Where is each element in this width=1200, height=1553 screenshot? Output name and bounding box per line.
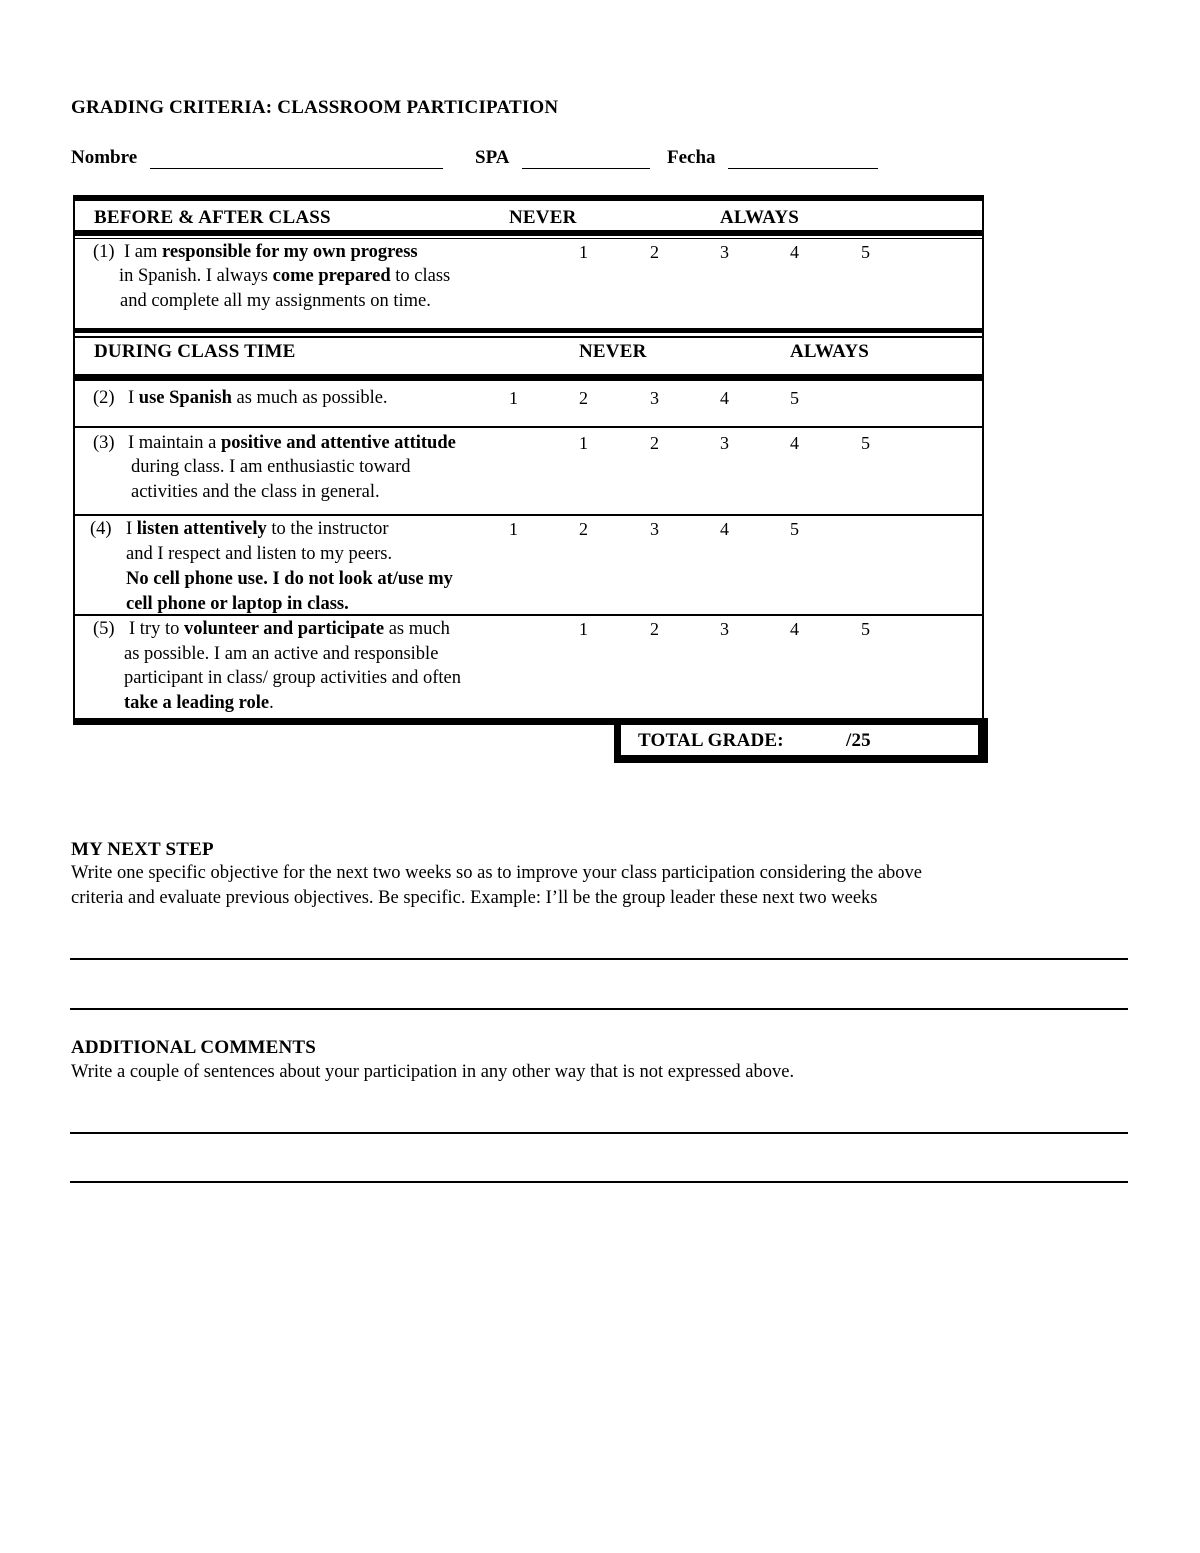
criterion-4-line-1: I listen attentively to the instructor (126, 519, 389, 539)
criterion-5-score-4[interactable]: 4 (790, 619, 799, 639)
criterion-5-score-1[interactable]: 1 (579, 619, 588, 639)
spa-label: SPA (475, 147, 510, 168)
criterion-2-line-1: I use Spanish as much as possible. (128, 388, 388, 408)
criterion-2-number: (2) (93, 388, 115, 408)
spa-field[interactable] (522, 150, 650, 169)
criterion-2-score-1[interactable]: 1 (509, 388, 518, 408)
next-step-text-line-2: criteria and evaluate previous objectives. Be specific. Example: I’ll be the group leader these next two weeks (71, 888, 878, 908)
criterion-3-score-1[interactable]: 1 (579, 433, 588, 453)
criterion-3-score-3[interactable]: 3 (720, 433, 729, 453)
criterion-1-score-4[interactable]: 4 (790, 242, 799, 262)
answer-line[interactable] (70, 958, 1128, 960)
criterion-4-number: (4) (90, 519, 112, 539)
criterion-3-number: (3) (93, 433, 115, 453)
answer-line[interactable] (70, 1008, 1128, 1010)
answer-line[interactable] (70, 1181, 1128, 1183)
criterion-2-score-2[interactable]: 2 (579, 388, 588, 408)
criterion-1-line-1: I am responsible for my own progress (124, 242, 418, 262)
fecha-field[interactable] (728, 150, 878, 169)
criterion-5-number: (5) (93, 619, 115, 639)
criterion-4-score-3[interactable]: 3 (650, 519, 659, 539)
page-title: GRADING CRITERIA: CLASSROOM PARTICIPATION (71, 97, 559, 118)
criterion-4-score-1[interactable]: 1 (509, 519, 518, 539)
fecha-label: Fecha (667, 147, 716, 168)
criterion-2-score-3[interactable]: 3 (650, 388, 659, 408)
criterion-1-line-2: in Spanish. I always come prepared to class (119, 266, 451, 286)
section-header-before-after: BEFORE & AFTER CLASS (94, 207, 331, 228)
criterion-1-score-2[interactable]: 2 (650, 242, 659, 262)
criterion-1-score-3[interactable]: 3 (720, 242, 729, 262)
total-grade-label: TOTAL GRADE: (638, 730, 784, 751)
criterion-5-score-5[interactable]: 5 (861, 619, 870, 639)
criterion-3-line-2: during class. I am enthusiastic toward (131, 457, 411, 477)
comments-text: Write a couple of sentences about your participation in any other way that is not expressed above. (71, 1062, 795, 1082)
criterion-5-line-2: as possible. I am an active and responsible (124, 644, 439, 664)
criterion-3-line-3: activities and the class in general. (131, 482, 380, 502)
nombre-label: Nombre (71, 147, 138, 168)
criterion-4-line-2: and I respect and listen to my peers. (126, 544, 393, 564)
always-label: ALWAYS (720, 207, 800, 228)
criterion-4-score-4[interactable]: 4 (720, 519, 729, 539)
criterion-3-score-5[interactable]: 5 (861, 433, 870, 453)
criterion-5-score-3[interactable]: 3 (720, 619, 729, 639)
criterion-5-line-3: participant in class/ group activities and often (124, 668, 462, 688)
criterion-3-score-2[interactable]: 2 (650, 433, 659, 453)
next-step-title: MY NEXT STEP (71, 839, 214, 860)
comments-title: ADDITIONAL COMMENTS (71, 1037, 317, 1058)
criterion-1-number: (1) (93, 242, 115, 262)
criterion-1-line-3: and complete all my assignments on time. (120, 291, 431, 311)
always-label: ALWAYS (790, 341, 870, 362)
criterion-3-score-4[interactable]: 4 (790, 433, 799, 453)
criterion-1-score-1[interactable]: 1 (579, 242, 588, 262)
criterion-4-score-5[interactable]: 5 (790, 519, 799, 539)
section-header-during-class: DURING CLASS TIME (94, 341, 296, 362)
total-grade-value: /25 (846, 730, 871, 751)
criterion-3-line-1: I maintain a positive and attentive attitude (128, 433, 456, 453)
next-step-text-line-1: Write one specific objective for the next two weeks so as to improve your class participation considering the above (71, 863, 923, 883)
never-label: NEVER (509, 207, 577, 228)
criterion-4-line-4: cell phone or laptop in class. (126, 594, 349, 614)
answer-line[interactable] (70, 1132, 1128, 1134)
never-label: NEVER (579, 341, 647, 362)
criterion-5-line-1: I try to volunteer and participate as much (129, 619, 450, 639)
criterion-2-score-5[interactable]: 5 (790, 388, 799, 408)
criterion-4-line-3: No cell phone use. I do not look at/use my (126, 569, 453, 589)
criterion-5-line-4: take a leading role. (124, 693, 274, 713)
criterion-2-score-4[interactable]: 4 (720, 388, 729, 408)
criterion-5-score-2[interactable]: 2 (650, 619, 659, 639)
criterion-4-score-2[interactable]: 2 (579, 519, 588, 539)
criterion-1-score-5[interactable]: 5 (861, 242, 870, 262)
nombre-field[interactable] (150, 150, 443, 169)
